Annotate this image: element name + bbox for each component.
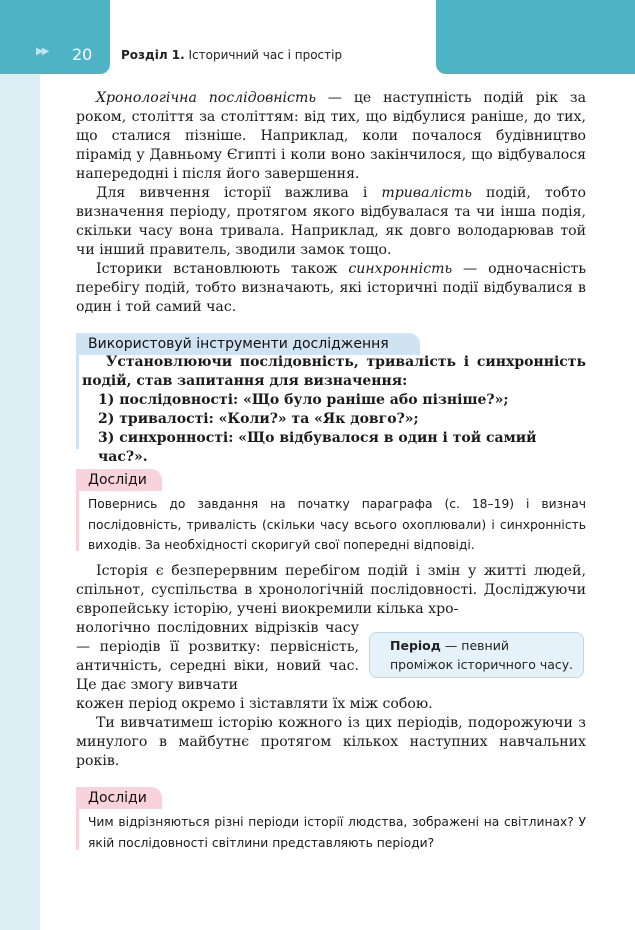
research-heading-1: Досліди [76, 469, 162, 491]
research-heading-2: Досліди [76, 787, 162, 809]
history-paragraph-2: Ти вивчатимеш історію кожного із цих періодів, подорожуючи з минулого в майбутнє протягом кількох наступних навчальних років. [76, 715, 586, 769]
intro-paragraph-3 [76, 260, 586, 317]
history-paragraph-wrap: нологічно послідовних відрізків часу — періодів її розвитку: первісність, античність, середні віки, новий час. Це дає змогу вивчати [76, 620, 359, 693]
research-border-1 [76, 491, 79, 551]
history-paragraph-start: Історія є безперервним перебігом подій і змін у житті людей, спільнот, суспільства в хронологічній послідовності. Досліджуючи європейську історію, учені виокремили кілька хро- [76, 563, 586, 617]
term-chronological: Хронологічна послідовність [96, 90, 316, 106]
tools-border [76, 353, 79, 449]
tools-box [82, 353, 586, 467]
tools-lead: Установлюючи послідовність, тривалість і синхронність подій, став запитання для визначення: [82, 354, 586, 389]
tools-item-3: 3) синхронності: «Що відбувалося в один і той самий час?». [98, 430, 537, 465]
double-arrow-icon: ▶▶ [36, 46, 48, 57]
history-paragraph-end: кожен період окремо і зіставляти їх між собою. [76, 696, 433, 712]
intro-p1-text: — це наступність подій рік за роком, століття за століттям: від тих, що відбулися раніше, до тих, що сталися пізніше. Наприклад, коли почалося будівництво пірамід у Давньому Єгипті і коли воно закінчилося, що відбувалося напередодні і після його завершення. [76, 90, 586, 182]
definition-text: — певний проміжок історичного часу. [390, 638, 574, 672]
intro-p3-text: — одночасність перебігу подій, тобто визначають, які історичні події відбувалися в один і той самий час. [76, 261, 586, 315]
intro-paragraph-1 [76, 89, 586, 184]
page-number: 20 [72, 45, 93, 64]
definition-term: Період [390, 638, 441, 653]
section-title: Історичний час і простір [184, 48, 343, 62]
side-strip [0, 0, 40, 930]
intro-text [76, 89, 586, 317]
term-duration: тривалість [381, 185, 472, 201]
header-tab-right [436, 0, 635, 74]
intro-p3-start: Історики встановлюють також [96, 261, 349, 277]
intro-p2-start: Для вивчення історії важлива і [96, 185, 382, 201]
research-text-1: Повернись до завдання на початку параграфа (с. 18–19) і визнач послідовність, тривалість (скільки часу всього охоплювали) і синхронність виходів. За необхідності скоригуй свої попередні відповіді. [88, 497, 586, 552]
tools-heading: Використовуй інструменти дослідження [76, 333, 420, 355]
page-tab [0, 0, 110, 74]
intro-p2-text: подій, тобто визначення періоду, протягом якого відбувалася та чи інша подія, скільки часу вона тривала. Наприклад, як довго володарював той чи інший правитель, зводили замок тощо. [76, 185, 586, 258]
research-text-2: Чим відрізняються різні періоди історії людства, зображені на світлинах? У якій послідовності світлини представляють періоди? [88, 815, 586, 850]
definition-box [369, 632, 584, 678]
tools-item-2: 2) тривалості: «Коли?» та «Як довго?»; [98, 411, 419, 427]
section-header [121, 48, 342, 62]
research-border-2 [76, 809, 79, 850]
section-label: Розділ 1. [121, 48, 185, 62]
tools-item-1: 1) послідовності: «Що було раніше або пізніше?»; [98, 392, 509, 408]
intro-paragraph-2 [76, 184, 586, 260]
term-synchronicity: синхронність [348, 261, 453, 277]
